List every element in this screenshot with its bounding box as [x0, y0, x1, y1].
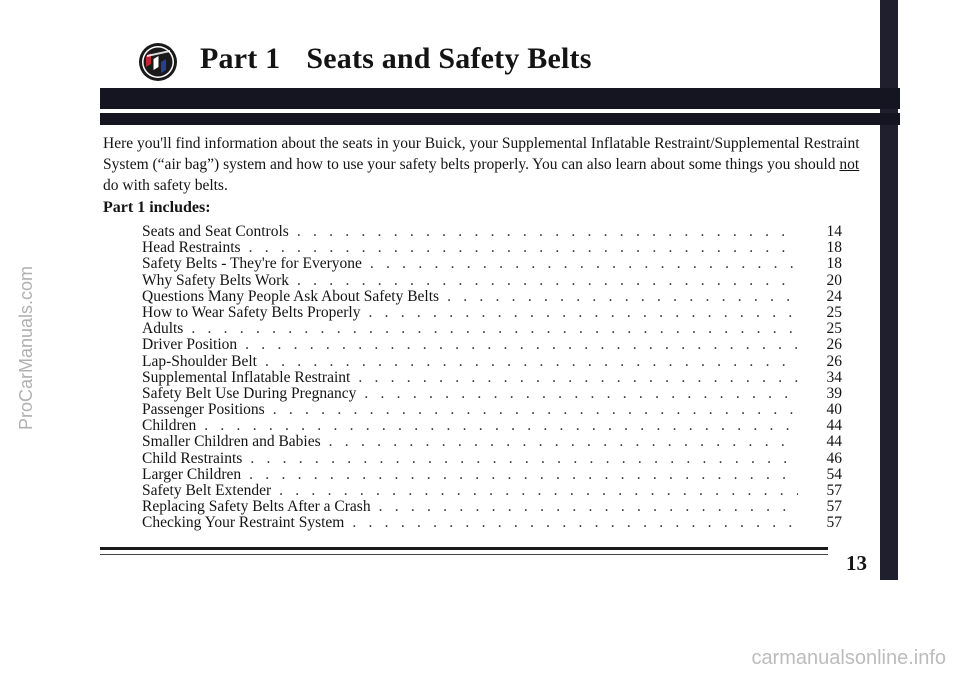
toc-entry-page: 54: [826, 466, 842, 483]
part-label: Part 1: [200, 42, 281, 75]
toc-entry[interactable]: [142, 483, 842, 499]
toc-entry[interactable]: [142, 370, 842, 386]
dot-leader: [368, 305, 798, 321]
toc-entry-label: Why Safety Belts Work: [142, 272, 289, 289]
includes-heading: Part 1 includes:: [103, 199, 211, 216]
toc-entry-label: Supplemental Inflatable Restraint: [142, 369, 351, 386]
watermark-text: ProCarManuals.com: [16, 265, 36, 430]
toc-entry[interactable]: [142, 273, 842, 289]
part-title: Seats and Safety Belts: [306, 42, 592, 75]
toc-entry-page: 18: [826, 240, 842, 257]
toc-entry-page: 18: [826, 256, 842, 273]
page-number: 13: [846, 551, 867, 575]
toc-entry-page: 34: [826, 369, 842, 386]
toc-entry[interactable]: [142, 418, 842, 434]
toc-entry[interactable]: [142, 451, 842, 467]
toc-entry-label: Child Restraints: [142, 450, 243, 467]
dot-leader: [249, 240, 798, 256]
dot-leader: [273, 402, 798, 418]
header-band: [100, 88, 900, 109]
toc-entry[interactable]: [142, 337, 842, 353]
toc-entry-page: 39: [826, 385, 842, 402]
toc-entry-label: Questions Many People Ask About Safety Belts: [142, 288, 440, 305]
toc-entry-page: 20: [826, 272, 842, 289]
toc-entry-label: How to Wear Safety Belts Properly: [142, 304, 361, 321]
dot-leader: [265, 354, 798, 370]
toc-entry-label: Checking Your Restraint System: [142, 515, 345, 532]
toc-entry-page: 24: [826, 288, 842, 305]
toc-entry[interactable]: [142, 386, 842, 402]
toc-entry-label: Driver Position: [142, 337, 238, 354]
table-of-contents: [142, 224, 842, 532]
toc-entry-label: Safety Belts - They're for Everyone: [142, 256, 362, 273]
dot-leader: [370, 256, 798, 272]
toc-entry-page: 57: [826, 499, 842, 516]
intro-paragraph: [103, 133, 873, 196]
toc-entry-label: Seats and Seat Controls: [142, 224, 289, 240]
toc-entry-label: Children: [142, 418, 197, 435]
toc-entry-page: 25: [826, 321, 842, 338]
toc-entry-page: 14: [826, 224, 842, 240]
toc-entry-label: Safety Belt Extender: [142, 483, 272, 499]
toc-entry[interactable]: [142, 515, 842, 531]
dot-leader: [249, 467, 798, 483]
toc-entry[interactable]: [142, 402, 842, 418]
toc-entry[interactable]: [142, 224, 842, 240]
toc-entry[interactable]: [142, 256, 842, 272]
dot-leader: [329, 434, 798, 450]
footer-site-watermark: carmanualsonline.info: [751, 647, 946, 669]
intro-text-before: Here you'll find information about the seats in your Buick, your Supplemental Inflatable Restraint/Supplemental Restraint System (“air bag”) system and how to use your safety belts properly. You can also learn about some things you should: [103, 135, 860, 173]
toc-entry-label: Larger Children: [142, 466, 242, 483]
dot-leader: [447, 289, 798, 305]
toc-entry[interactable]: [142, 240, 842, 256]
dot-leader: [297, 273, 798, 289]
dot-leader: [358, 370, 798, 386]
toc-entry-page: 57: [826, 483, 842, 499]
dot-leader: [379, 499, 798, 515]
toc-entry[interactable]: [142, 305, 842, 321]
footer-rule: [100, 547, 828, 550]
toc-entry-page: 26: [826, 337, 842, 354]
watermark: [0, 0, 36, 675]
toc-entry-page: 25: [826, 304, 842, 321]
toc-entry[interactable]: [142, 321, 842, 337]
footer-rule-thin: [100, 554, 828, 555]
toc-entry-label: Lap-Shoulder Belt: [142, 353, 257, 370]
dot-leader: [191, 321, 798, 337]
toc-entry-label: Adults: [142, 321, 184, 338]
toc-entry[interactable]: [142, 289, 842, 305]
intro-text-after: do with safety belts.: [103, 177, 228, 194]
toc-entry-label: Safety Belt Use During Pregnancy: [142, 385, 357, 402]
page-title: [200, 42, 592, 76]
dot-leader: [364, 386, 798, 402]
dot-leader: [297, 224, 798, 240]
dot-leader: [250, 451, 798, 467]
header-band-lower: [100, 113, 900, 125]
toc-entry[interactable]: [142, 434, 842, 450]
intro-emphasis: not: [839, 156, 860, 173]
toc-entry-page: 46: [826, 450, 842, 467]
toc-entry[interactable]: [142, 499, 842, 515]
toc-entry[interactable]: [142, 354, 842, 370]
toc-entry-page: 44: [826, 434, 842, 451]
toc-entry-page: 26: [826, 353, 842, 370]
toc-entry-page: 44: [826, 418, 842, 435]
dot-leader: [279, 483, 798, 499]
toc-entry-label: Replacing Safety Belts After a Crash: [142, 499, 371, 516]
toc-entry-page: 57: [826, 515, 842, 532]
toc-entry[interactable]: [142, 467, 842, 483]
chapter-tab-strip: [880, 0, 898, 580]
toc-entry-label: Head Restraints: [142, 240, 241, 257]
toc-entry-label: Passenger Positions: [142, 402, 265, 419]
dot-leader: [204, 418, 798, 434]
buick-tri-shield-icon: [138, 42, 178, 82]
toc-entry-page: 40: [826, 402, 842, 419]
toc-entry-label: Smaller Children and Babies: [142, 434, 321, 451]
dot-leader: [352, 515, 798, 531]
dot-leader: [245, 337, 798, 353]
